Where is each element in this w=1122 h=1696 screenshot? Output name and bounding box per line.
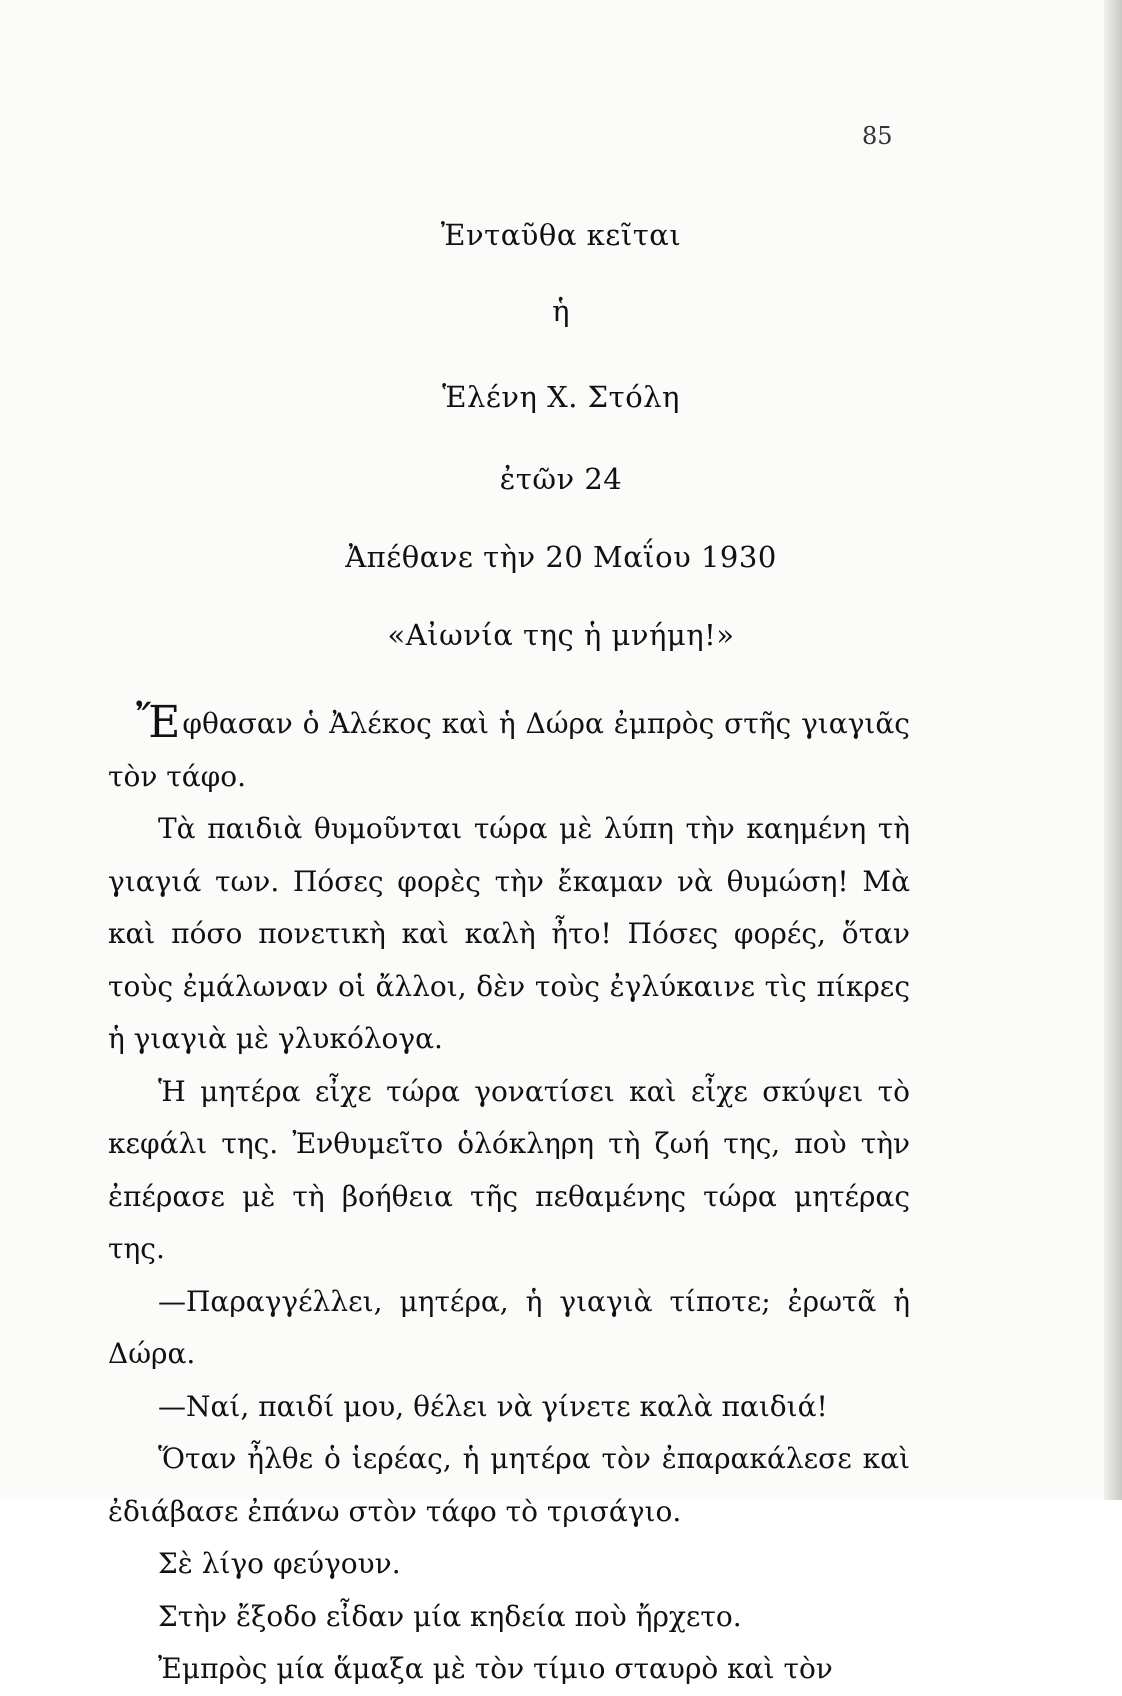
paragraph-7: Σὲ λίγο φεύγουν. — [158, 1547, 401, 1580]
page-number: 85 — [862, 122, 893, 150]
epitaph-line-5: Ἀπέθανε τὴν 20 Μαΐου 1930 — [345, 540, 777, 574]
paragraph-2: Τὰ παιδιὰ θυμοῦνται τώρα μὲ λύπη τὴν καημένη τὴ γιαγιά των. Πόσες φορὲς τὴν ἔκαμαν νὰ θυμώση! Μὰ καὶ πόσο πονετικὴ καὶ καλὴ ἦτο! Πόσες φορές, ὅταν τοὺς ἐμάλωναν οἱ ἄλλοι, δὲν τοὺς ἐγλύκαινε τὶς πίκρες ἡ γιαγιὰ μὲ γλυκόλογα. — [108, 812, 910, 1055]
epitaph-line-2: ἡ — [552, 294, 570, 328]
paragraph-3: Ἡ μητέρα εἶχε τώρα γονατίσει καὶ εἶχε σκύψει τὸ κεφάλι της. Ἐνθυμεῖτο ὁλόκληρη τὴ ζωή της, ποὺ τὴν ἐπέρασε μὲ τὴ βοήθεια τῆς πεθαμένης τώρα μητέρας της. — [108, 1074, 910, 1265]
paragraph-6: Ὅταν ἦλθε ὁ ἱερέας, ἡ μητέρα τὸν ἐπαρακάλεσε καὶ ἐδιάβασε ἐπάνω στὸν τάφο τὸ τρισάγιο. — [108, 1442, 910, 1528]
paragraph-1-text: φθασαν ὁ Ἀλέκος καὶ ἡ Δώρα ἐμπρὸς στῆς γιαγιᾶς τὸν τάφο. — [108, 707, 910, 793]
epitaph-line-6: «Αἰωνία της ἡ μνήμη!» — [387, 618, 735, 652]
epitaph-line-3: Ἑλένη Χ. Στόλη — [442, 380, 680, 414]
body-text — [108, 698, 910, 1696]
epitaph-line-1: Ἐνταῦθα κεῖται — [440, 218, 682, 252]
epitaph-line-4: ἐτῶν 24 — [499, 462, 623, 496]
paragraph-5: —Ναί, παιδί μου, θέλει νὰ γίνετε καλὰ παιδιά! — [158, 1389, 828, 1423]
drop-cap: Ἔ — [136, 697, 181, 748]
paragraph-9: Ἐμπρὸς μία ἅμαξα μὲ τὸν τίμιο σταυρὸ καὶ τὸν — [158, 1652, 833, 1685]
paragraph-4: —Παραγγέλλει, μητέρα, ἡ γιαγιὰ τίποτε; ἐρωτᾶ ἡ Δώρα. — [108, 1284, 910, 1370]
paragraph-8: Στὴν ἔξοδο εἶδαν μία κηδεία ποὺ ἤρχετο. — [158, 1599, 742, 1633]
paragraph-1 — [108, 698, 910, 803]
